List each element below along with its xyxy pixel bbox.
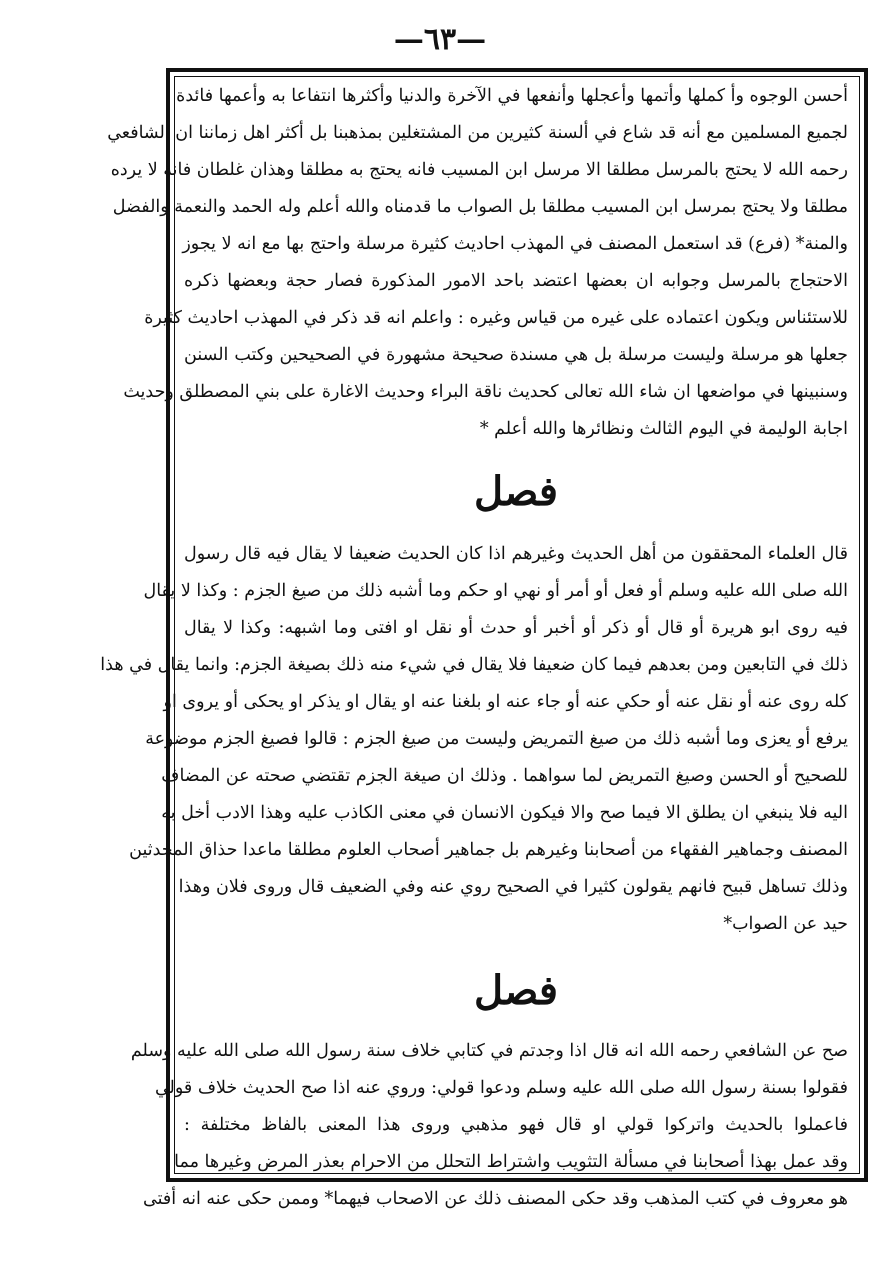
text-line: اجابة الوليمة في اليوم الثالث ونظائرها والله أعلم *: [479, 419, 848, 439]
text-line: والمنة* (فرع) قد استعمل المصنف في المهذب احاديث كثيرة مرسلة واحتج بها مع انه لا يجوز: [182, 234, 848, 254]
paragraph-weak-hadith: [100, 536, 848, 943]
text-line: المصنف وجماهير الفقهاء من أصحابنا وغيرهم بل جماهير أصحاب العلوم مطلقا ماعدا حذاق المحدثين: [129, 840, 848, 860]
text-line: رحمه الله لا يحتج بالمرسل مطلقا الا مرسل ابن المسيب فانه يحتج به مطلقا وهذان غلطان فانه لا يرده: [110, 160, 848, 180]
text-line: فيه روى ابو هريرة أو قال أو ذكر أو أخبر أو حدث أو نقل او افتى وما اشبهه: وكذا لا يقال: [184, 618, 848, 638]
main-text-block: [100, 78, 856, 1209]
text-line: الله صلى الله عليه وسلم أو فعل أو أمر أو نهي او حكم وما أشبه ذلك من صيغ الجزم : وكذا لا يقال: [143, 581, 848, 601]
text-line: اليه فلا ينبغي ان يطلق الا فيما صح والا فيكون الانسان في معنى الكاذب عليه وهذا الادب أخل به: [161, 803, 848, 823]
text-line: صح عن الشافعي رحمه الله انه قال اذا وجدتم في كتابي خلاف سنة رسول الله صلى الله عليه وسلم: [130, 1041, 848, 1061]
text-line: حيد عن الصواب*: [723, 914, 848, 934]
text-line: يرفع أو يعزى وما أشبه ذلك من صيغ التمريض وليست من صيغ الجزم : قالوا فصيغ الجزم موضوعة: [145, 729, 848, 749]
text-line: أحسن الوجوه وأ كملها وأتمها وأعجلها وأنفعها في الآخرة والدنيا وأكثرها انتفاعا به وأعمها فائدة: [176, 86, 848, 106]
text-line: هو معروف في كتب المذهب وقد حكى المصنف ذلك عن الاصحاب فيهما* وممن حكى عنه انه أفتى: [143, 1189, 848, 1209]
page-number: —٦٣—: [393, 22, 487, 57]
text-line: فاعملوا بالحديث واتركوا قولي او قال فهو مذهبي وروى هذا المعنى بالفاظ مختلفة :: [184, 1115, 848, 1135]
paragraph-shafii-saying: [130, 1033, 848, 1218]
text-line: الاحتجاج بالمرسل وجوابه ان بعضها اعتضد باحد الامور المذكورة فصار حجة وبعضها ذكره: [184, 271, 848, 291]
text-line: جعلها هو مرسلة وليست مرسلة بل هي مسندة صحيحة مشهورة في الصحيحين وكتب السنن: [184, 345, 848, 365]
text-line: فقولوا بسنة رسول الله صلى الله عليه وسلم ودعوا قولي: وروي عنه اذا صح الحديث خلاف قولي: [154, 1078, 848, 1098]
text-line: وسنبينها في مواضعها ان شاء الله تعالى كحديث ناقة البراء وحديث الاغارة على بني المصطلق وحديث: [123, 382, 848, 402]
text-line: للصحيح أو الحسن وصيغ التمريض لما سواهما . وذلك ان صيغة الجزم تقتضي صحته عن المضاف: [161, 766, 848, 786]
text-line: قال العلماء المحققون من أهل الحديث وغيرهم اذا كان الحديث ضعيفا لا يقال فيه قال رسول: [184, 544, 848, 564]
paragraph-intro: [107, 78, 848, 448]
text-line: مطلقا ولا يحتج بمرسل ابن المسيب مطلقا بل الصواب ما قدمناه والله أعلم وله الحمد والنعمة والفضل: [112, 197, 848, 217]
text-line: وذلك تساهل قبيح فانهم يقولون كثيرا في الصحيح روي عنه وفي الضعيف قال وروى فلان وهذا: [178, 877, 848, 897]
text-line: للاستئناس ويكون اعتماده على غيره من قياس وغيره : واعلم انه قد ذكر في المهذب احاديث كثيرة: [144, 308, 848, 328]
text-line: لجميع المسلمين مع أنه قد شاع في ألسنة كثيرين من المشتغلين بمذهبنا بل أكثر اهل زماننا ان الشافعي: [107, 123, 848, 143]
section-heading-fasl-2: فصل: [473, 967, 559, 1014]
text-line: وقد عمل بهذا أصحابنا في مسألة التثويب واشتراط التحلل من الاحرام بعذر المرض وغيرها مما: [174, 1152, 848, 1172]
text-line: كله روى عنه أو نقل عنه أو حكي عنه أو جاء عنه او بلغنا عنه او يقال او يذكر او يحكى أو يروى او: [163, 692, 848, 712]
text-line: ذلك في التابعين ومن بعدهم فيما كان ضعيفا فلا يقال في شيء منه ذلك بصيغة الجزم: وانما يقال في هذا: [100, 655, 848, 675]
section-heading-fasl-1: فصل: [473, 468, 559, 515]
